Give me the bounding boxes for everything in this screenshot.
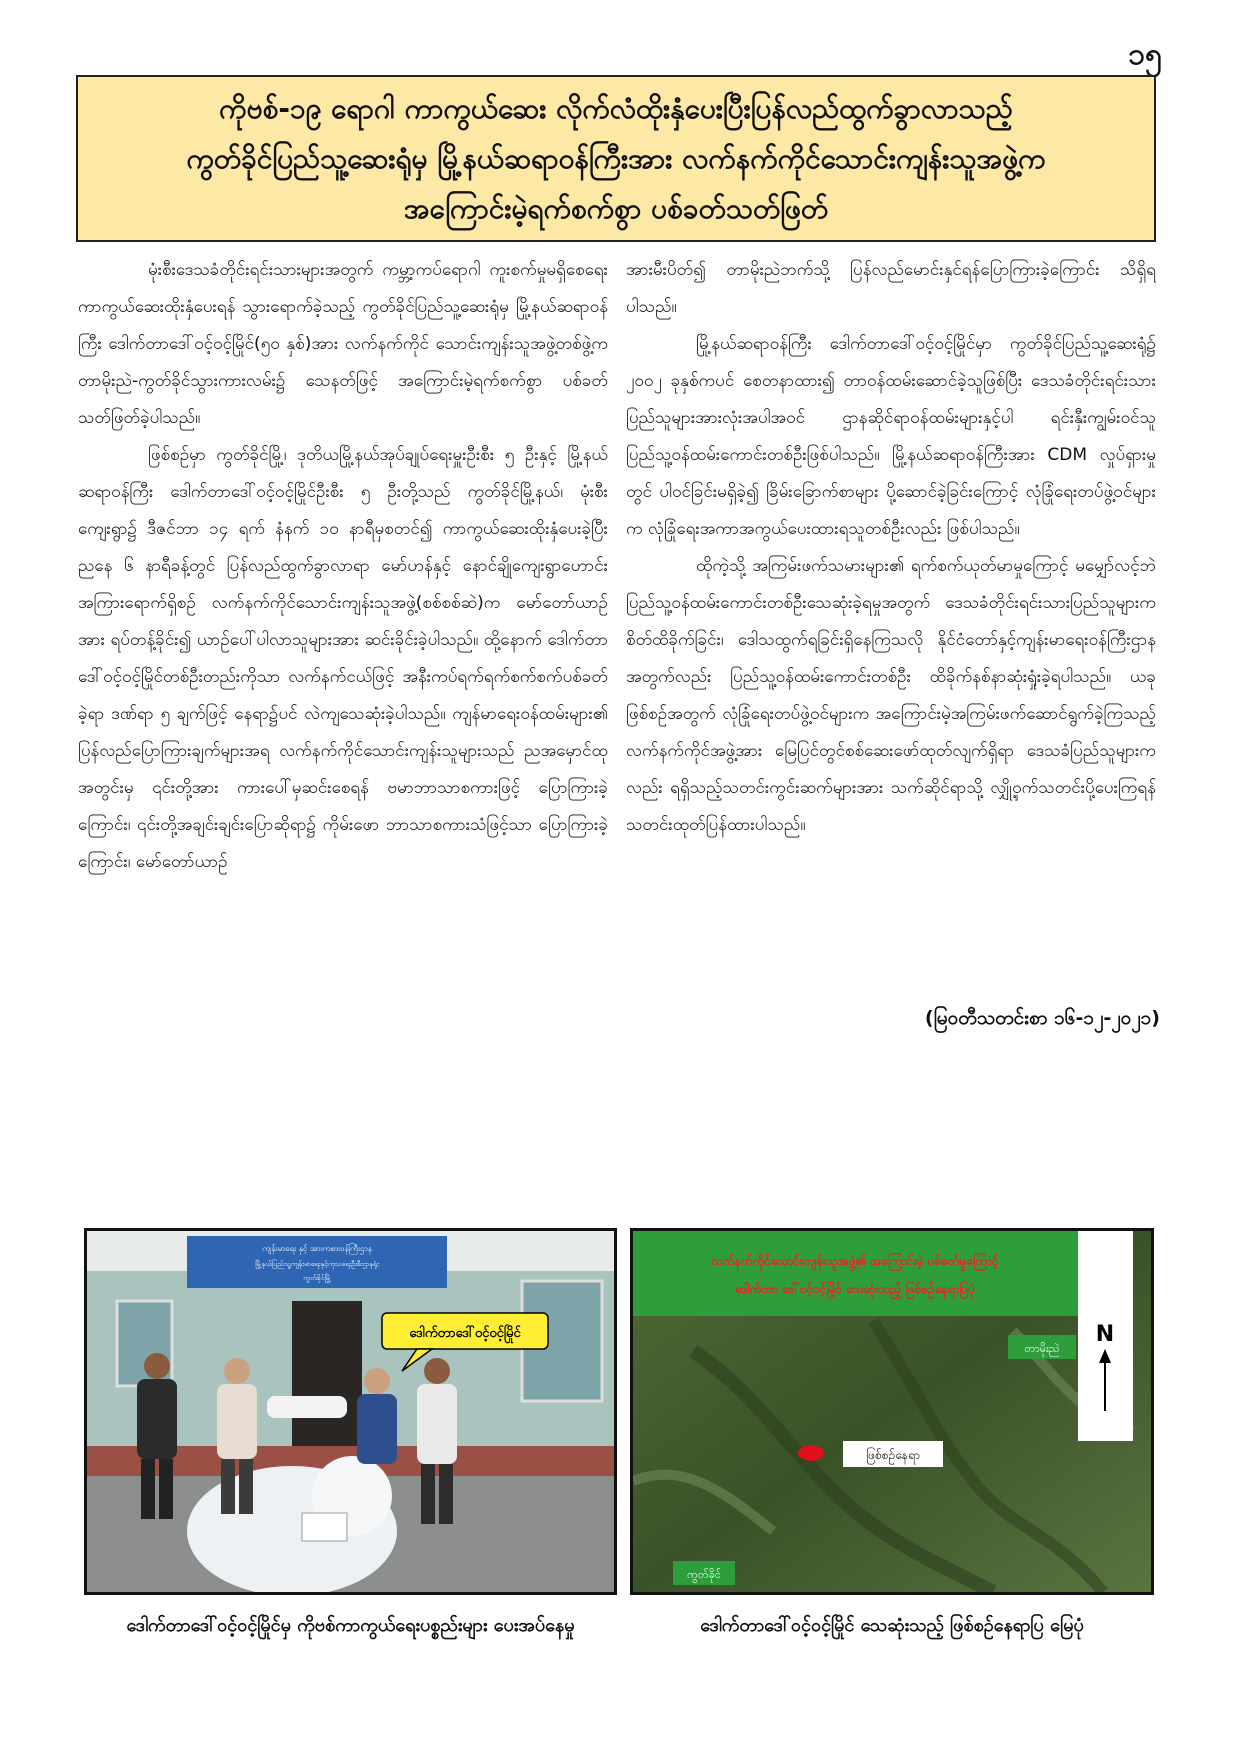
headline-line-2: ကွတ်ခိုင်ပြည်သူ့ဆေးရုံမှ မြို့နယ်ဆရာဝန်ကြီးအား လက်နက်ကိုင်သောင်းကျန်းသူအဖွဲ့က (186, 141, 1046, 175)
doorway (292, 1301, 362, 1446)
article-paragraph: ထိုကဲ့သို့ အကြမ်းဖက်သမားများ၏ ရက်စက်ယုတ်မာမှုကြောင့် မမျှော်လင့်ဘဲ ပြည်သူ့ဝန်ထမ်းကောင်းတစ်ဦးသေဆုံးခဲ့ရမှုအတွက် ဒေသခံတိုင်းရင်းသားပြည်သူများက စိတ်ထိခိုက်ခြင်း၊ ဒေါသထွက်ရခြင်းရှိနေကြသလို နိုင်ငံတော်နှင့်ကျန်းမာရေးဝန်ကြီးဌာနအတွက်လည်း ပြည်သူ့ဝန်ထမ်းကောင်းတစ်ဦး ထိခိုက်နစ်နာဆုံးရှုံးခဲ့ရပါသည်။ ယခုဖြစ်စဉ်အတွက် လုံခြုံရေးတပ်ဖွဲ့ဝင်များက အကြောင်းမဲ့အကြမ်းဖက်ဆောင်ရွက်ခဲ့ကြသည့် လက်နက်ကိုင်အဖွဲ့အား မြေပြင်တွင်စစ်ဆေးဖော်ထုတ်လျက်ရှိရာ ဒေသခံပြည်သူများကလည်း ရရှိသည့်သတင်းကွင်းဆက်များအား သက်ဆိုင်ရာသို့ လျှို့ဝှက်သတင်းပို့ပေးကြရန် သတင်းထုတ်ပြန်ထားပါသည်။ (626, 556, 1156, 835)
map-caption: ဒေါက်တာဒေါ်ဝင့်ဝင့်မြိုင် သေဆုံးသည့် ဖြစ်စဉ်နေရာပြ မြေပုံ (700, 1615, 1084, 1636)
article-column-right (626, 252, 1156, 912)
incident-label: ဖြစ်စဉ်နေရာ (866, 1448, 920, 1462)
article-paragraph: မြို့နယ်ဆရာဝန်ကြီး ဒေါက်တာဒေါ်ဝင့်ဝင့်မြိုင်မှာ ကွတ်ခိုင်ပြည်သူ့ဆေးရုံ၌ ၂၀၀၂ ခုနှစ်ကပင် စေတနာထား၍ တာဝန်ထမ်းဆောင်ခဲ့သူဖြစ်ပြီး ဒေသခံတိုင်းရင်းသားပြည်သူများအားလုံးအပါအဝင် ဌာနဆိုင်ရာဝန်ထမ်းများနှင့်ပါ ရင်းနှီးကျွမ်းဝင်သူ ပြည်သူ့ဝန်ထမ်းကောင်းတစ်ဦးဖြစ်ပါသည်။ မြို့နယ်ဆရာဝန်ကြီးအား CDM လှုပ်ရှားမှုတွင် ပါဝင်ခြင်းမရှိခဲ့၍ ခြိမ်းခြောက်စာများ ပို့ဆောင်ခဲ့ခြင်းကြောင့် လုံခြုံရေးတပ်ဖွဲ့ဝင်များက လုံခြုံရေးအကာအကွယ်ပေးထားရသူတစ်ဦးလည်း ဖြစ်ပါသည်။ (626, 334, 1156, 539)
page-number: ၁၅ (1128, 37, 1162, 72)
article-paragraph: အားမီးပိတ်၍ တာမိုးညဲဘက်သို့ ပြန်လည်မောင်းနှင်ရန်ပြောကြားခဲ့ကြောင်း သိရှိရပါသည်။ (626, 260, 1156, 317)
north-label: N (1095, 1322, 1115, 1347)
photo-caption: ဒေါက်တာဒေါ်ဝင့်ဝင့်မြိုင်မှ ကိုဗစ်ကာကွယ်ရေးပစ္စည်းများ ပေးအပ်နေမှု (126, 1615, 575, 1636)
article-paragraph: မုံးစီးဒေသခံတိုင်းရင်းသားများအတွက် ကမ္ဘာ့ကပ်ရောဂါ ကူးစက်မှုမရှိစေရေး ကာကွယ်ဆေးထိုးနှံပေးရန် သွားရောက်ခဲ့သည့် ကွတ်ခိုင်ပြည်သူ့ဆေးရုံမှ မြို့နယ်ဆရာဝန်ကြီး ဒေါက်တာဒေါ်ဝင့်ဝင့်မြိုင်(၅၀ နှစ်)အား လက်နက်ကိုင် သောင်းကျန်းသူအဖွဲ့တစ်ဖွဲ့က တာမိုးညဲ-ကွတ်ခိုင်သွားကားလမ်း၌ သေနတ်ဖြင့် အကြောင်းမဲ့ရက်စက်စွာ ပစ်ခတ်သတ်ဖြတ်ခဲ့ပါသည်။ (78, 260, 608, 428)
sign-line-3: ကွတ်ခိုင်မြို့ (303, 1274, 331, 1282)
sign-line-2: မြို့နယ်ပြည်သူ့ကျန်းမာရေးနှင့်ကုသရေးဦးစီးဌာနရုံး (255, 1260, 379, 1268)
article-paragraph: ဖြစ်စဉ်မှာ ကွတ်ခိုင်မြို့၊ ဒုတိယမြို့နယ်အုပ်ချုပ်ရေးမှူးဦးစီး ၅ ဦးနှင့် မြို့နယ်ဆရာဝန်ကြီး ဒေါက်တာဒေါ်ဝင့်ဝင့်မြိုင်ဦးစီး ၅ ဦးတို့သည် ကွတ်ခိုင်မြို့နယ်၊ မုံးစီးကျေးရွာ၌ ဒီဇင်ဘာ ၁၄ ရက် နံနက် ၁၀ နာရီမှစတင်၍ ကာကွယ်ဆေးထိုးနှံပေးခဲ့ပြီး ညနေ ၆ နာရီခန့်တွင် ပြန်လည်ထွက်ခွာလာရာ မော်ဟန်နှင့် နောင်ချိုကျေးရွာဟောင်း အကြားရောက်ရှိစဉ် လက်နက်ကိုင်သောင်းကျန်းသူအဖွဲ့(စစ်စစ်ဆဲ)က မော်တော်ယာဉ်အား ရပ်တန့်ခိုင်း၍ ယာဉ်ပေါ်ပါလာသူများအား ဆင်းခိုင်းခဲ့ပါသည်။ ထို့နောက် ဒေါက်တာဒေါ်ဝင့်ဝင့်မြိုင်တစ်ဦးတည်းကိုသာ လက်နက်ငယ်ဖြင့် အနီးကပ်ရက်ရက်စက်စက်ပစ်ခတ်ခဲ့ရာ ဒဏ်ရာ ၅ ချက်ဖြင့် နေရာ၌ပင် လဲကျသေဆုံးခဲ့ပါသည်။ ကျန်မာရေးဝန်ထမ်းများ၏ ပြန်လည်ပြောကြားချက်များအရ လက်နက်ကိုင်သောင်းကျန်းသူများသည် ညအမှောင်ထုအတွင်းမှ ၎င်းတို့အား ကားပေါ်မှဆင်းစေရန် ဗမာဘာသာစကားဖြင့် ပြောကြားခဲ့ကြောင်း၊ ၎င်းတို့အချင်းချင်းပြောဆိုရာ၌ ကိုမ်းဖော ဘာသာစကားသံဖြင့်သာ ပြောကြားခဲ့ကြောင်း၊ မော်တော်ယာဉ် (78, 445, 608, 872)
headline-line-3: အကြောင်းမဲ့ရက်စက်စွာ ပစ်ခတ်သတ်ဖြတ် (403, 191, 829, 225)
headline-line-1: ကိုဗစ်-၁၉ ရောဂါ ကာကွယ်ဆေး လိုက်လံထိုးနှံပေးပြီးပြန်လည်ထွက်ခွာလာသည့် (219, 91, 1013, 125)
article-column-left (78, 252, 608, 912)
incident-map-image (633, 1231, 1151, 1592)
headline-box (76, 75, 1156, 242)
bag-label (302, 1513, 347, 1541)
article-body (78, 252, 1156, 912)
source-citation: (မြဝတီသတင်းစာ ၁၆-၁၂-၂၀၂၁) (924, 1007, 1160, 1029)
donation-photo (84, 1228, 617, 1595)
incident-map (630, 1228, 1154, 1595)
map-title-banner (633, 1231, 1078, 1316)
map-banner-line-2: ဒေါက်တာ ဒေါ်ဝင့်ဝင့်မြိုင် သေဆုံးသည့် ဖြစ်စဉ်နေရာပြပုံ (734, 1282, 976, 1296)
donated-package (267, 1396, 347, 1418)
incident-marker (798, 1445, 824, 1461)
sign-line-1: ကျန်းမာရေး နှင့် အားကစားဝန်ကြီးဌာန (262, 1244, 372, 1253)
map-banner-line-1: လက်နက်ကိုင်သောင်းကျန်းသူအဖွဲ့၏ အကြောင်းမဲ့ ပစ်ခတ်မှုကြောင့် (711, 1254, 999, 1268)
kutkhaing-label: ကွတ်ခိုင် (687, 1568, 721, 1581)
tamoenye-label: တာမိုးညဲ (1024, 1342, 1060, 1355)
donation-photo-image (87, 1231, 614, 1592)
callout-text: ဒေါက်တာဒေါ်ဝင့်ဝင့်မြိုင် (409, 1326, 521, 1341)
